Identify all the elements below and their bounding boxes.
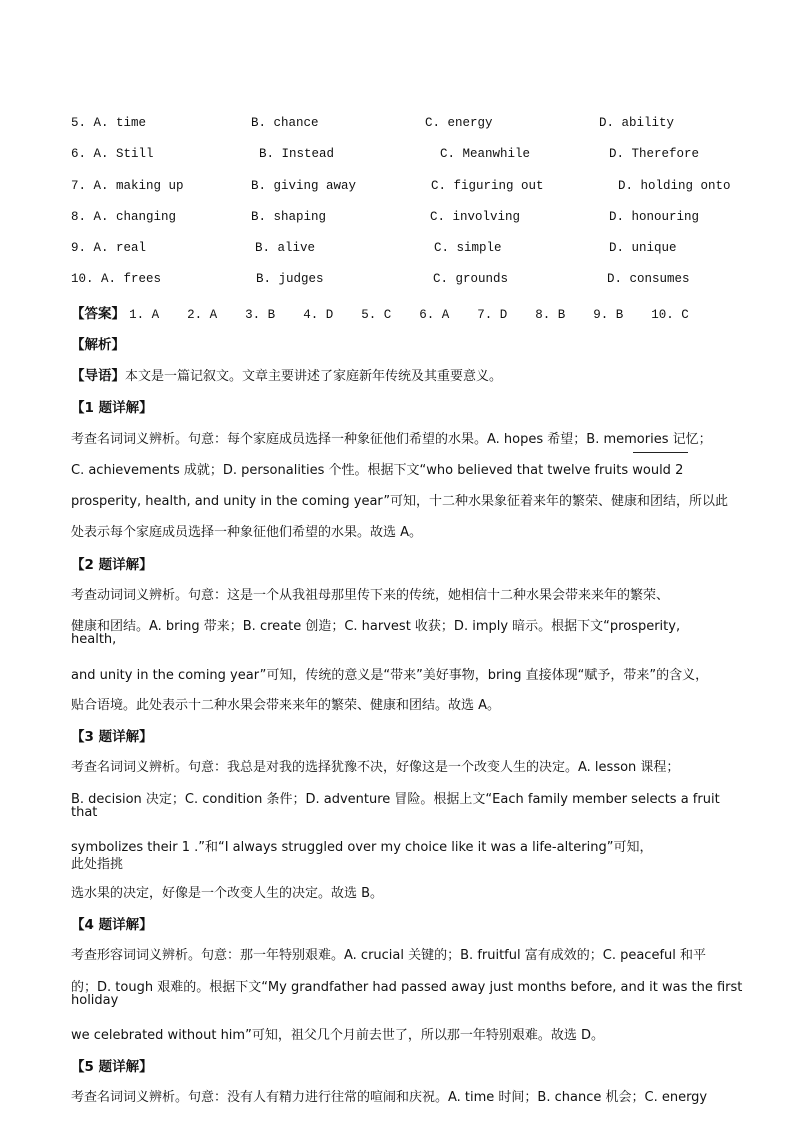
option-row-7d: D. holding onto [618,179,731,193]
option-row-6a: 6. A. Still [71,147,154,161]
q1-line3: prosperity, health, and unity in the coming year”可知，十二种水果象征着来年的繁荣、健康和团结，所以此 [71,494,729,509]
q3-line3: symbolizes their 1 .”和“I always struggled over my choice like it was a life-altering”可知， [71,840,653,855]
option-row-8b: B. shaping [251,210,327,224]
q3-line1: 考查名词词义辨析。句意：我总是对我的选择犹豫不决，好像这是一个改变人生的决定。A. lesson 课程； [71,760,680,775]
option-row-9d: D. unique [609,241,677,255]
answer-item: 9. B [593,308,624,322]
answer-item: 7. D [477,308,508,322]
q2-title: 【2 题详解】 [71,557,153,573]
answer-item: 8. B [535,308,566,322]
answer-items [129,308,717,322]
answer-item: 1. A [129,308,160,322]
q3-line2: B. decision 决定；C. condition 条件；D. adventure 冒险。根据上文“Each family member selects a fruit [71,792,720,807]
option-row-9a: 9. A. real [71,241,147,255]
option-row-6b: B. Instead [259,147,335,161]
answer-label: 【答案】 [71,306,125,322]
q2-line1: 考查动词词义辨析。句意：这是一个从我祖母那里传下来的传统，她相信十二种水果会带来来年的繁荣、 [71,588,670,603]
option-row-10d: D. consumes [607,272,690,286]
q1-title: 【1 题详解】 [71,400,153,416]
q2-line2: 健康和团结。A. bring 带来；B. create 创造；C. harvest 收获；D. imply 暗示。根据下文“prosperity, [71,619,681,634]
q1-line1: 考查名词词义辨析。句意：每个家庭成员选择一种象征他们希望的水果。A. hopes 希望；B. memories 记忆； [71,432,712,447]
q2-line4: 贴合语境。此处表示十二种水果会带来来年的繁荣、健康和团结。故选 A。 [71,698,501,713]
option-row-5c: C. energy [425,116,493,130]
q2-line3: and unity in the coming year”可知，传统的意义是“带来”美好事物，bring 直接体现“赋予，带来”的含义， [71,668,709,683]
analysis-label: 【解析】 [71,337,125,353]
option-row-8d: D. honouring [609,210,700,224]
q4-line3: we celebrated without him”可知，祖父几个月前去世了，所以那一年特别艰难。故选 D。 [71,1028,604,1043]
option-row-8c: C. involving [430,210,521,224]
guide-line [71,364,502,384]
answer-item: 2. A [187,308,218,322]
q3-line4: 选水果的决定，好像是一个改变人生的决定。故选 B。 [71,886,384,901]
answer-item: 6. A [419,308,450,322]
option-row-9b: B. alive [255,241,316,255]
guide-text: 本文是一篇记叙文。文章主要讲述了家庭新年传统及其重要意义。 [125,369,503,384]
q1-line4: 处表示每个家庭成员选择一种象征他们希望的水果。故选 A。 [71,525,423,540]
option-row-9c: C. simple [434,241,502,255]
option-row-6c: C. Meanwhile [440,147,531,161]
q5-title: 【5 题详解】 [71,1059,153,1075]
option-row-7a: 7. A. making up [71,179,184,193]
answer-item: 4. D [303,308,334,322]
answer-item: 3. B [245,308,276,322]
q4-title: 【4 题详解】 [71,917,153,933]
q3-title: 【3 题详解】 [71,729,153,745]
q3-line2b: that [71,805,98,820]
q1-line2: C. achievements 成就；D. personalities 个性。根据下文“who believed that twelve fruits would 2 [71,463,684,478]
q4-line2: 的；D. tough 艰难的。根据下文“My grandfather had passed away just months before, and it was the first [71,980,743,995]
option-row-7c: C. figuring out [431,179,544,193]
option-row-10a: 10. A. frees [71,272,162,286]
answer-item: 5. C [361,308,392,322]
option-row-5b: B. chance [251,116,319,130]
option-row-7b: B. giving away [251,179,357,193]
option-row-10c: C. grounds [433,272,509,286]
q2-line2b: health, [71,632,117,647]
q3-line3b: 此处指挑 [71,857,124,872]
option-row-5d: D. ability [599,116,675,130]
option-row-8a: 8. A. changing [71,210,177,224]
answer-line [71,302,717,322]
q4-line2b: holiday [71,993,119,1008]
q5-line1: 考查名词词义辨析。句意：没有人有精力进行往常的喧闹和庆祝。A. time 时间；B. chance 机会；C. energy [71,1090,708,1105]
guide-label: 【导语】 [71,368,125,384]
option-row-6d: D. Therefore [609,147,700,161]
q4-line1: 考查形容词词义辨析。句意：那一年特别艰难。A. crucial 关键的；B. fruitful 富有成效的；C. peaceful 和平 [71,948,707,963]
answer-item: 10. C [651,308,689,322]
option-row-5a: 5. A. time [71,116,147,130]
underline-mark [633,452,688,453]
option-row-10b: B. judges [256,272,324,286]
